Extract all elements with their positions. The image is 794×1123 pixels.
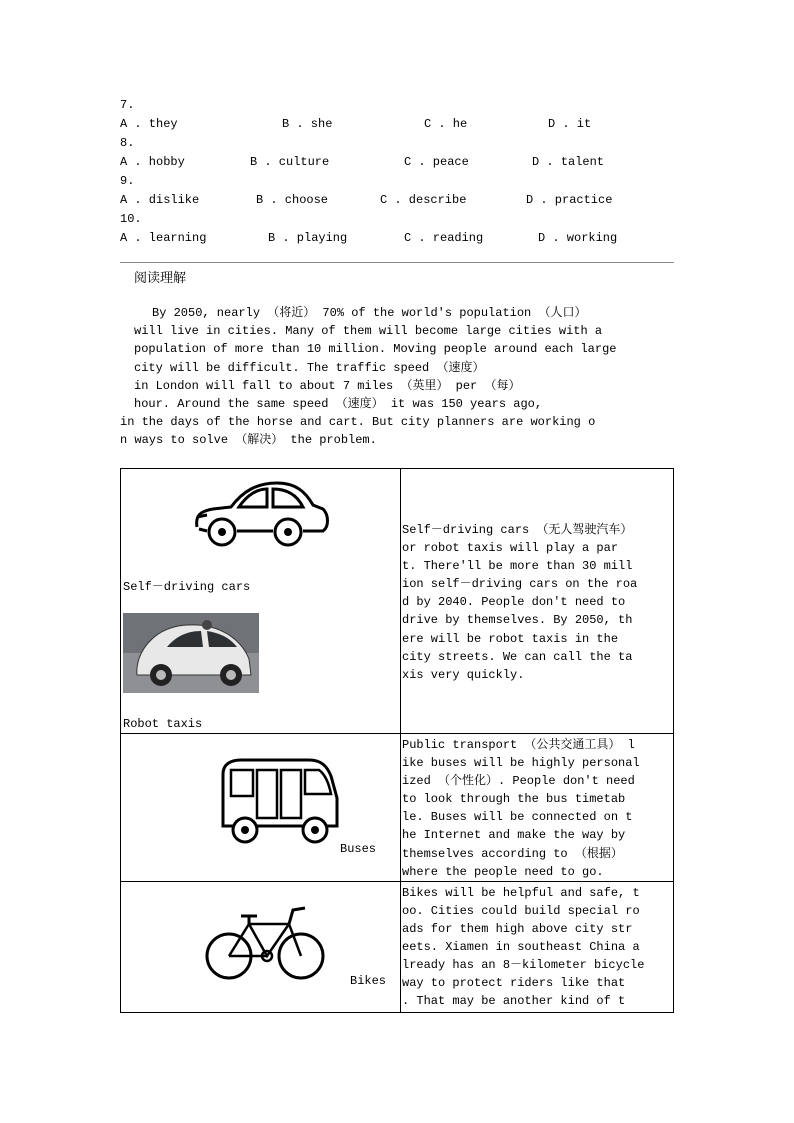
question-block (120, 96, 680, 248)
option-row (120, 229, 680, 248)
option-d[interactable]: D . talent (532, 155, 605, 169)
option-b[interactable]: B . culture (250, 155, 330, 169)
image-cell (121, 734, 401, 882)
cell-line: way to protect riders like that (402, 976, 626, 991)
option-b[interactable]: B . choose (256, 193, 329, 207)
section-divider (120, 262, 674, 263)
passage-line: n ways to solve （解决） the problem. (120, 433, 377, 448)
cell-line: Self－driving cars （无人驾驶汽车） (402, 523, 633, 537)
row-label-buses: Buses (340, 842, 377, 856)
cell-line: Public transport （公共交通工具） l (402, 738, 635, 752)
option-d[interactable]: D . working (538, 231, 618, 245)
passage-line: city will be difficult. The traffic speed （速度） (134, 360, 485, 375)
cell-line: drive by themselves. By 2050, th (402, 613, 633, 628)
passage-line: will live in cities. Many of them will become large cities with a (134, 324, 603, 339)
cell-line: ads for them high above city str (402, 921, 633, 936)
section-title: 阅读理解 (134, 271, 187, 286)
cell-line: city streets. We can call the ta (402, 649, 633, 664)
cell-line: eets. Xiamen in southeast China a (402, 940, 640, 955)
image-cell (121, 881, 401, 1012)
cell-line: themselves according to （根据） (402, 846, 623, 861)
image-cell (121, 469, 401, 734)
cell-line: oo. Cities could build special ro (402, 903, 640, 918)
bicycle-drawing (205, 904, 327, 984)
table-row (121, 469, 674, 734)
cell-line: he Internet and make the way by (402, 828, 626, 843)
option-row (120, 153, 680, 172)
cell-line: or robot taxis will play a par (402, 541, 619, 556)
question-number: 10. (120, 212, 142, 226)
row-label-self-driving: Self－driving cars (123, 580, 251, 594)
option-a[interactable]: A . they (120, 117, 178, 131)
passage-line: in London will fall to about 7 miles （英里） per （每） (134, 378, 521, 393)
option-c[interactable]: C . describe (380, 193, 467, 207)
text-cell (401, 469, 674, 734)
option-row (120, 115, 680, 134)
cell-line: lready has an 8－kilometer bicycle (402, 958, 645, 973)
cell-line: where the people need to go. (402, 864, 604, 879)
question-number: 8. (120, 136, 135, 150)
passage-line: in the days of the horse and cart. But city planners are working o (120, 415, 596, 430)
option-c[interactable]: C . reading (404, 231, 484, 245)
cell-line: ere will be robot taxis in the (402, 631, 619, 646)
passage-line: By 2050, nearly （将近） 70% of the world's population （人口） (152, 306, 587, 320)
option-b[interactable]: B . she (282, 117, 333, 131)
text-cell (401, 734, 674, 882)
cell-line: d by 2040. People don't need to (402, 595, 626, 610)
table-row (121, 881, 674, 1012)
question-number: 7. (120, 98, 135, 112)
cell-line: xis very quickly. (402, 667, 525, 682)
option-row (120, 191, 680, 210)
row-label-robot-taxis: Robot taxis (123, 717, 203, 731)
cell-line: ike buses will be highly personal (402, 756, 640, 771)
option-c[interactable]: C . he (424, 117, 468, 131)
option-d[interactable]: D . practice (526, 193, 613, 207)
question-number: 9. (120, 174, 135, 188)
cell-line: . That may be another kind of t (402, 994, 626, 1009)
option-a[interactable]: A . hobby (120, 155, 185, 169)
passage-line: population of more than 10 million. Moving people around each large (134, 342, 617, 357)
cell-line: le. Buses will be connected on t (402, 810, 633, 825)
cell-line: Bikes will be helpful and safe, t (402, 885, 640, 900)
bus-drawing (217, 754, 341, 854)
car-drawing (191, 469, 331, 551)
passage-line: hour. Around the same speed （速度） it was 150 years ago, (134, 396, 543, 411)
row-label-bikes: Bikes (350, 973, 387, 988)
option-c[interactable]: C . peace (404, 155, 469, 169)
table-row (121, 734, 674, 882)
option-a[interactable]: A . learning (120, 231, 207, 245)
robot-taxi-photo (123, 613, 259, 693)
option-d[interactable]: D . it (548, 117, 592, 131)
cell-line: ized （个性化）. People don't need (402, 774, 635, 789)
option-b[interactable]: B . playing (268, 231, 348, 245)
option-a[interactable]: A . dislike (120, 193, 200, 207)
transport-table (120, 468, 674, 1013)
cell-line: t. There'll be more than 30 mill (402, 559, 633, 574)
reading-passage (120, 304, 676, 450)
text-cell (401, 881, 674, 1012)
cell-line: to look through the bus timetab (402, 792, 626, 807)
cell-line: ion self－driving cars on the roa (402, 577, 638, 592)
